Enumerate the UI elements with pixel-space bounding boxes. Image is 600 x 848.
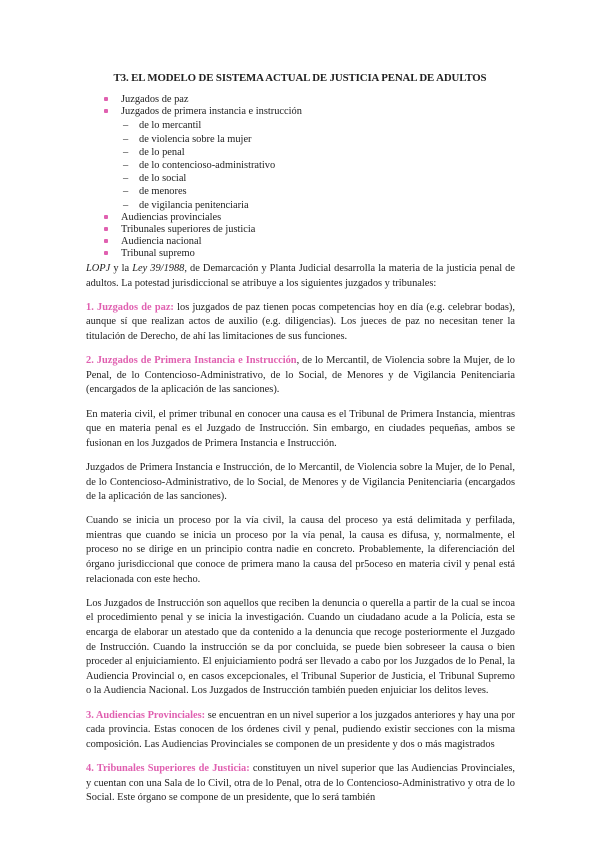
section-heading: 2. Juzgados de Primera Instancia e Instrucción (86, 355, 297, 367)
bullet-icon (104, 215, 108, 219)
dash-icon: – (123, 146, 129, 158)
bullet-icon (104, 251, 108, 255)
sub-list-item (103, 185, 302, 198)
paragraph-juzgados-list: Juzgados de Primera Instancia e Instrucción, de lo Mercantil, de Violencia sobre la Mujer, de lo Penal, de lo Contencioso-Administrativo, de lo Social, de Menores y de Vigilancia Penitenciaria (encargados de la aplicación de las sanciones). (86, 461, 515, 503)
paragraph-instruccion: Los Juzgados de Instrucción son aquellos que reciben la denuncia o querella a partir de la cual se incoa el procedimiento penal y se inicia la investigación. Cuando un ciudadano acude a la Policía, esta se encarga de elaborar un atestado que da contenido a la denuncia que recoge posteriormente el Juzgado de Instrucción. Cuando la instrucción se da por concluida, se puede bien sobreseer la causa o bien proceder al enjuiciamiento. El enjuiciamiento podrá ser llevado a cabo por los Juzgados de lo Penal, la Audiencia Provincial o, en casos excepcionales, el Tribunal Superior de Justicia, el Tribunal Supremo o la Audiencia Nacional. Los Juzgados de Instrucción también pueden enjuiciar los delitos leves. (86, 597, 515, 697)
paragraph-intro (86, 262, 515, 291)
sub-list-item (103, 119, 302, 132)
sub-list-item (103, 159, 302, 172)
sub-list-item-label: de lo contencioso-administrativo (139, 159, 276, 171)
dash-icon: – (123, 186, 129, 198)
paragraph-juzgados-paz (86, 301, 515, 345)
list-item-label: Juzgados de primera instancia e instrucción (121, 106, 302, 118)
list-item (103, 236, 302, 248)
sub-list-item-label: de violencia sobre la mujer (139, 133, 252, 145)
paragraph-text: se encuentran en un nivel superior a los juzgados anteriores y hay una por cada provincia. Estas conocen de los órdenes civil y penal, pudiendo existir secciones con la misma composición. Las Audiencias Provinciales se componen de un presidente y dos o más magistrados (86, 709, 516, 750)
paragraph-via-civil: Cuando se inicia un proceso por la vía civil, la causa del proceso ya está delimitada y perfilada, mientras que cuando se inicia un proceso por la vía penal, la causa es difusa, y, normalmente, el proceso no se dirige en un principio contra nadie en concreto. Probablemente, la diferenciación del órgano jurisdiccional que conoce de primera mano la causa del pr5oceso en materia civil y penal está relacionada con este hecho. (86, 515, 515, 585)
bullet-icon (104, 97, 108, 101)
sub-list (103, 119, 302, 211)
paragraph-text: los juzgados de paz tienen pocas competencias hoy en día (e.g. celebrar bodas), aunque sí que realizan actos de auxilio (e.g. diligencias). Los jueces de paz no necesitan tener la titulación de Derecho, de ahí las limitaciones de sus funciones. (86, 301, 515, 342)
lopj-ref: LOPJ (86, 263, 111, 274)
document-title: T3. EL MODELO DE SISTEMA ACTUAL DE JUSTICIA PENAL DE ADULTOS (113, 72, 487, 84)
list-item-label: Tribunal supremo (121, 248, 195, 260)
sub-list-item-label: de lo social (139, 173, 187, 185)
section-heading: 1. Juzgados de paz: (86, 301, 174, 313)
bullet-icon (104, 109, 108, 113)
paragraph-text: constituyen un nivel superior que las Audiencias Provinciales, y cuentan con una Sala de lo Civil, otra de lo Penal, otra de lo Contencioso-Administrativo y otra de lo Social. Este órgano se compone de un presidente, que lo será también (86, 762, 516, 804)
dash-icon: – (123, 199, 129, 211)
list-item (103, 94, 302, 106)
law-ref: Ley 39/1988 (132, 263, 185, 274)
sub-list-item-label: de lo penal (139, 146, 185, 158)
section-heading: 4. Tribunales Superiores de Justicia: (86, 762, 250, 774)
dash-icon: – (123, 173, 129, 185)
paragraph-text: , de lo Mercantil, de Violencia sobre la Mujer, de lo Penal, de lo Contencioso-Administrativo, de lo Social, de Menores y de Vigilancia Penitenciaria (encargados de la aplicación de las sanciones). (86, 355, 516, 396)
paragraph-primera-instancia (86, 354, 515, 398)
bullet-icon (104, 239, 108, 243)
list-item (103, 224, 302, 236)
dash-icon: – (123, 133, 129, 145)
paragraph-tribunales (86, 762, 515, 806)
bullet-icon (104, 227, 108, 231)
sub-list-item (103, 199, 302, 212)
paragraph-audiencias (86, 709, 515, 753)
sub-list-item (103, 172, 302, 185)
paragraph-text: y la (110, 263, 133, 274)
list-item-label: Tribunales superiores de justicia (121, 223, 256, 235)
sub-list-item (103, 133, 302, 146)
sub-list-item-label: de menores (139, 186, 187, 198)
list-item (103, 106, 302, 212)
list-item-label: Juzgados de paz (121, 94, 189, 105)
dash-icon: – (123, 120, 129, 132)
body-text (86, 262, 515, 815)
sub-list-item-label: de lo mercantil (139, 120, 202, 132)
section-heading: 3. Audiencias Provinciales: (86, 709, 206, 721)
paragraph-materia-civil: En materia civil, el primer tribunal en conocer una causa es el Tribunal de Primera Instancia, mientras que en materia penal es el Juzgado de Instrucción. Sin embargo, en ciudades pequeñas, ambos se fusionan en los Juzgados de Primera Instancia e Instrucción. (86, 408, 515, 449)
list-item (103, 212, 302, 224)
sub-list-item-label: de vigilancia penitenciaria (139, 199, 249, 211)
dash-icon: – (123, 159, 129, 171)
list-item (103, 248, 302, 260)
sub-list-item (103, 146, 302, 159)
institution-list (103, 94, 302, 260)
paragraph-text: , de Demarcación y Planta Judicial desarrolla la materia de la justicia penal de adultos. La potestad jurisdiccional se atribuye a los siguientes juzgados y tribunales: (86, 263, 515, 289)
list-item-label: Audiencia nacional (121, 236, 202, 248)
list-item-label: Audiencias provinciales (121, 211, 222, 223)
